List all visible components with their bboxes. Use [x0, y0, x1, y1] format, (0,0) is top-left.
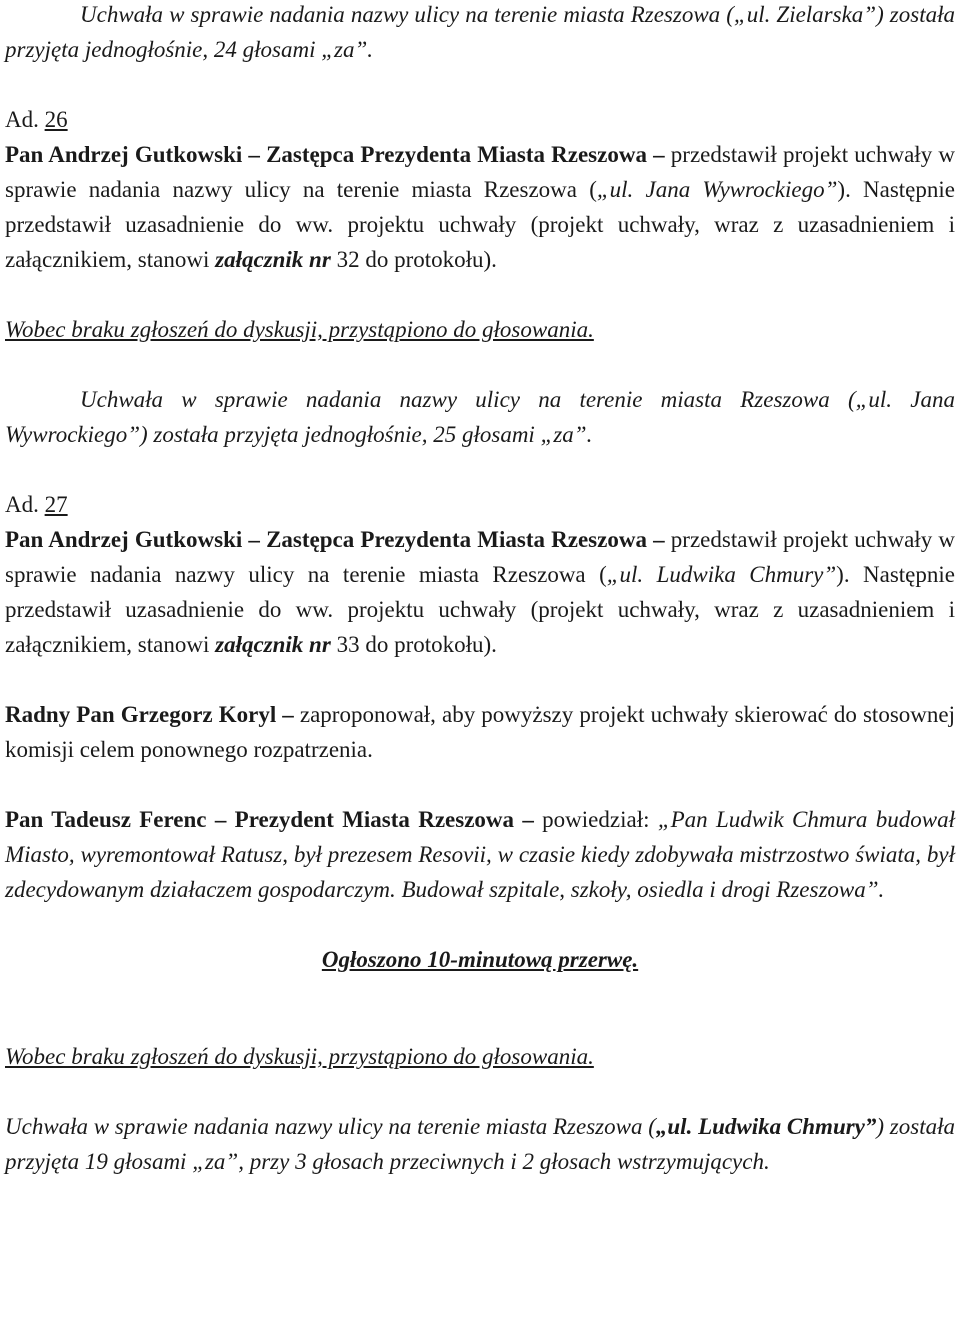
street-name: „ul. Jana Wywrockiego”: [596, 177, 838, 202]
agenda-number: 27: [44, 492, 68, 517]
ferenc-statement: [5, 802, 955, 907]
spacer: [5, 662, 955, 697]
body-text: 33 do protokołu).: [330, 632, 497, 657]
body-text: ). Następnie przedstawił uzasadnienie do ww. projektu uchwały (projekt uchwały, wraz z uzasadnieniem i załącznikiem, stanowi: [5, 562, 955, 657]
spacer: [5, 277, 955, 312]
spacer: [5, 907, 955, 942]
body-text: zaproponował, aby powyższy projekt uchwały skierować do stosownej komisji celem ponownego rozpatrzenia.: [5, 702, 955, 762]
resolution-line-2: („ul. Zielarska”) została przyjęta jednogłośnie, 24 głosami „za”.: [5, 2, 955, 62]
spacer: [5, 452, 955, 487]
speaker-name: Pan Tadeusz Ferenc – Prezydent Miasta Rzeszowa –: [5, 807, 534, 832]
body-text: przedstawił projekt uchwały w sprawie nadania nazwy ulicy na terenie miasta Rzeszowa (: [5, 142, 955, 202]
speaker-name: Pan Andrzej Gutkowski – Zastępca Prezydenta Miasta Rzeszowa –: [5, 142, 665, 167]
body-text: 32 do protokołu).: [330, 247, 497, 272]
body-text: ). Następnie przedstawił uzasadnienie do ww. projektu uchwały (projekt uchwały, wraz z uzasadnieniem i załącznikiem, stanowi: [5, 177, 955, 272]
attachment-ref: załącznik nr: [215, 247, 331, 272]
body-text: ) została przyjęta 19 głosami „za”, przy 3 głosach przeciwnych i 2 głosach wstrzymujących.: [5, 1114, 955, 1174]
body-text: Uchwała w sprawie nadania nazwy ulicy na terenie miasta Rzeszowa (: [5, 1114, 656, 1139]
koryl-statement: [5, 697, 955, 767]
document-page: [5, 0, 955, 1179]
resolution-result-chmury: [5, 1109, 955, 1179]
speaker-name: Pan Andrzej Gutkowski – Zastępca Prezydenta Miasta Rzeszowa –: [5, 527, 665, 552]
spacer: [5, 347, 955, 382]
spacer: [5, 67, 955, 102]
quote-text: „Pan Ludwik Chmura budował Miasto, wyremontował Ratusz, był prezesem Resovii, w czasie kiedy zdobywała mistrzostwo świata, był zdecydowanym działaczem gospodarczym. Budował szpitale, szkoły, osiedla i drogi Rzeszowa”.: [5, 807, 955, 902]
resolution-line-1: Uchwała w sprawie nadania nazwy ulicy na terenie miasta Rzeszowa: [80, 387, 830, 412]
agenda-item-27-body: [5, 522, 955, 662]
no-discussion-notice: Wobec braku zgłoszeń do dyskusji, przystąpiono do głosowania.: [5, 317, 594, 342]
resolution-line-2: („ul. Jana Wywrockiego”) została przyjęta jednogłośnie, 25 głosami „za”.: [5, 387, 955, 447]
resolution-line-1: Uchwała w sprawie nadania nazwy ulicy na terenie miasta Rzeszowa: [80, 2, 721, 27]
spacer: [5, 977, 955, 1039]
body-text: powiedział:: [533, 807, 658, 832]
speaker-name: Radny Pan Grzegorz Koryl –: [5, 702, 294, 727]
body-text: przedstawił projekt uchwały w sprawie nadania nazwy ulicy na terenie miasta Rzeszowa (: [5, 527, 955, 587]
resolution-result-wywrockiego: [5, 382, 955, 452]
resolution-result-zielarska: [5, 0, 955, 67]
attachment-ref: załącznik nr: [215, 632, 331, 657]
break-notice: Ogłoszono 10-minutową przerwę.: [321, 947, 639, 972]
agenda-label: Ad.: [5, 492, 39, 517]
no-discussion-notice: Wobec braku zgłoszeń do dyskusji, przystąpiono do głosowania.: [5, 1044, 594, 1069]
agenda-label: Ad.: [5, 107, 39, 132]
street-name: „ul. Ludwika Chmury”: [655, 1114, 877, 1139]
agenda-item-26-heading: [5, 102, 955, 137]
spacer: [5, 767, 955, 802]
agenda-number: 26: [44, 107, 68, 132]
agenda-item-27-heading: [5, 487, 955, 522]
agenda-item-26-body: [5, 137, 955, 277]
spacer: [5, 1074, 955, 1109]
street-name: „ul. Ludwika Chmury”: [606, 562, 837, 587]
